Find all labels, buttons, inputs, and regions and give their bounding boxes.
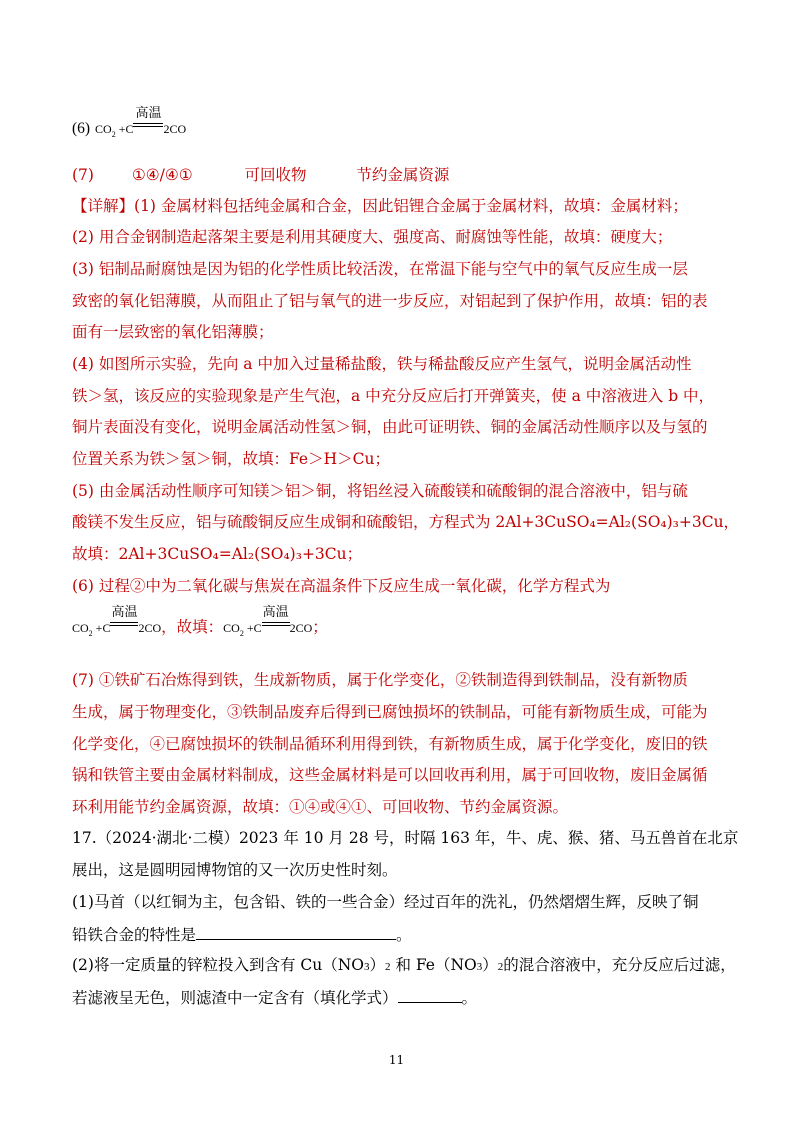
eq1-right: 2CO — [138, 621, 162, 635]
q17-l4-pre: 铅铁合金的特性是 — [72, 926, 197, 944]
answer-7-c: 节约金属资源 — [356, 166, 450, 184]
answer-7-a: ①④/④① — [131, 166, 193, 184]
answer-6-label: (6) — [72, 120, 91, 137]
detail-line-2: (2) 用合金钢制造起落架主要是利用其硬度大、强度高、耐腐蚀等性能，故填：硬度大； — [72, 228, 673, 246]
eq1-mid: +C — [95, 621, 111, 635]
detail-line-19: 环利用能节约金属资源，故填：①④或④①、可回收物、节约金属资源。 — [72, 798, 569, 816]
answer-6-eq-sub: 2 — [111, 130, 116, 140]
q17-l4-post: 。 — [396, 926, 412, 944]
detail-line-17: 化学变化，④已腐蚀损坏的铁制品循环利用得到铁，有新物质生成，属于化学变化，废旧的铁 — [72, 735, 708, 753]
detail-line-12: 故填：2Al+3CuSO₄=Al₂(SO₄)₃+3Cu； — [72, 545, 363, 563]
q17-l5-b: 3 — [364, 961, 370, 973]
q17-l5-c: ） — [369, 956, 386, 974]
answer-blank-1[interactable] — [196, 923, 396, 940]
detail-l14-sep: ，故填： — [161, 618, 224, 636]
q17-line-2: 展出，这是圆明园博物馆的又一次历史性时刻。 — [72, 861, 398, 879]
q17-l5-a: (2)将一定质量的锌粒投入到含有 Cu（NO — [72, 956, 364, 974]
answer-6-condition: 高温 — [133, 118, 163, 138]
q17-line-1: 17.（2024·湖北·二模）2023 年 10 月 28 号，时隔 163 年，牛、虎、猴、猪、马五兽首在北京 — [72, 829, 739, 847]
detail-line-14 — [72, 605, 328, 644]
answer-7 — [72, 165, 449, 185]
detail-line-6: (4) 如图所示实验，先向 a 中加入过量稀盐酸，铁与稀盐酸反应产生氢气，说明金属活动性 — [72, 355, 692, 373]
q17-l6-post: 。 — [461, 989, 478, 1007]
detail-line-7: 铁＞氢，该反应的实验现象是产生气泡，a 中充分反应后打开弹簧夹，使 a 中溶液进入 b 中， — [72, 387, 715, 405]
q17-l5-g: ） — [482, 956, 498, 974]
answer-blank-2[interactable] — [398, 986, 462, 1003]
q17-l6-pre: 若滤液呈无色，则滤渣中一定含有（填化学式） — [72, 989, 398, 1007]
answer-6-eq-right: 2CO — [163, 122, 187, 136]
q17-line-5 — [72, 955, 736, 977]
answer-7-b: 可回收物 — [244, 166, 307, 184]
eq2-left: CO — [223, 621, 240, 635]
detail-line-18: 锅和铁管主要由金属材料制成，这些金属材料是可以回收再利用，属于可回收物，废旧金属循 — [72, 766, 708, 784]
detail-line-10: (5) 由金属活动性顺序可知镁＞铝＞铜，将铝丝浸入硫酸镁和硫酸铜的混合溶液中，铝与硫 — [72, 482, 688, 500]
answer-6-eq-mid: +C — [118, 122, 134, 136]
eq1-sub: 2 — [88, 629, 93, 639]
detail-line-9: 位置关系为铁＞氢＞铜，故填：Fe＞H＞Cu； — [72, 450, 390, 468]
page-number: 11 — [388, 1053, 405, 1067]
detail-line-5: 面有一层致密的氧化铝薄膜； — [72, 323, 274, 341]
eq1-condition: 高温 — [110, 617, 138, 637]
eq2-condition: 高温 — [262, 617, 290, 637]
detail-line-11: 酸镁不发生反应，铝与硫酸铜反应生成铜和硫酸铝，方程式为 2Al+3CuSO₄=Al₂(SO₄)₃+3Cu， — [72, 513, 740, 531]
q17-line-3: (1)马首（以红铜为主，包含铅、铁的一些合金）经过百年的洗礼，仍然熠熠生辉，反映了铜 — [72, 893, 699, 911]
detail-l14-end: ； — [312, 618, 328, 636]
eq2-sub: 2 — [239, 629, 244, 639]
detail-line-13: (6) 过程②中为二氧化碳与焦炭在高温条件下反应生成一氧化碳，化学方程式为 — [72, 577, 611, 595]
detail-line-1 — [72, 196, 688, 216]
eq2-right: 2CO — [289, 621, 313, 635]
q17-l5-e: 和 Fe（NO — [390, 956, 477, 974]
answer-6-eq-left: CO — [95, 122, 112, 136]
eq1-left: CO — [72, 621, 89, 635]
detail-line-15: (7) ①铁矿石冶炼得到铁，生成新物质，属于化学变化，②铁制造得到铁制品，没有新物质 — [72, 671, 688, 689]
answer-6 — [72, 106, 187, 145]
q17-l5-h: 2 — [497, 961, 504, 973]
detail-line-4: 致密的氧化铝薄膜，从而阻止了铝与氧气的进一步反应，对铝起到了保护作用，故填：铝的表 — [72, 292, 708, 310]
detail-line-16: 生成，属于物理变化，③铁制品废弃后得到已腐蚀损坏的铁制品，可能有新物质生成，可能为 — [72, 703, 708, 721]
detail-line-3: (3) 铝制品耐腐蚀是因为铝的化学性质比较活泼，在常温下能与空气中的氧气反应生成一层 — [72, 260, 688, 278]
answer-7-label: (7) — [72, 166, 94, 184]
q17-line-6 — [72, 986, 477, 1008]
detail-text-1: (1) 金属材料包括纯金属和合金，因此铝锂合金属于金属材料，故填：金属材料； — [134, 197, 688, 215]
detail-line-8: 铜片表面没有变化，说明金属活动性氢＞铜，由此可证明铁、铜的金属活动性顺序以及与氢的 — [72, 418, 708, 436]
q17-l5-d: 2 — [385, 961, 391, 973]
q17-l5-i: 的混合溶液中，充分反应后过滤， — [503, 956, 736, 974]
q17-l5-f: 3 — [476, 961, 483, 973]
eq2-mid: +C — [246, 621, 262, 635]
q17-line-4 — [72, 923, 412, 945]
detail-tag: 【详解】 — [72, 197, 135, 215]
